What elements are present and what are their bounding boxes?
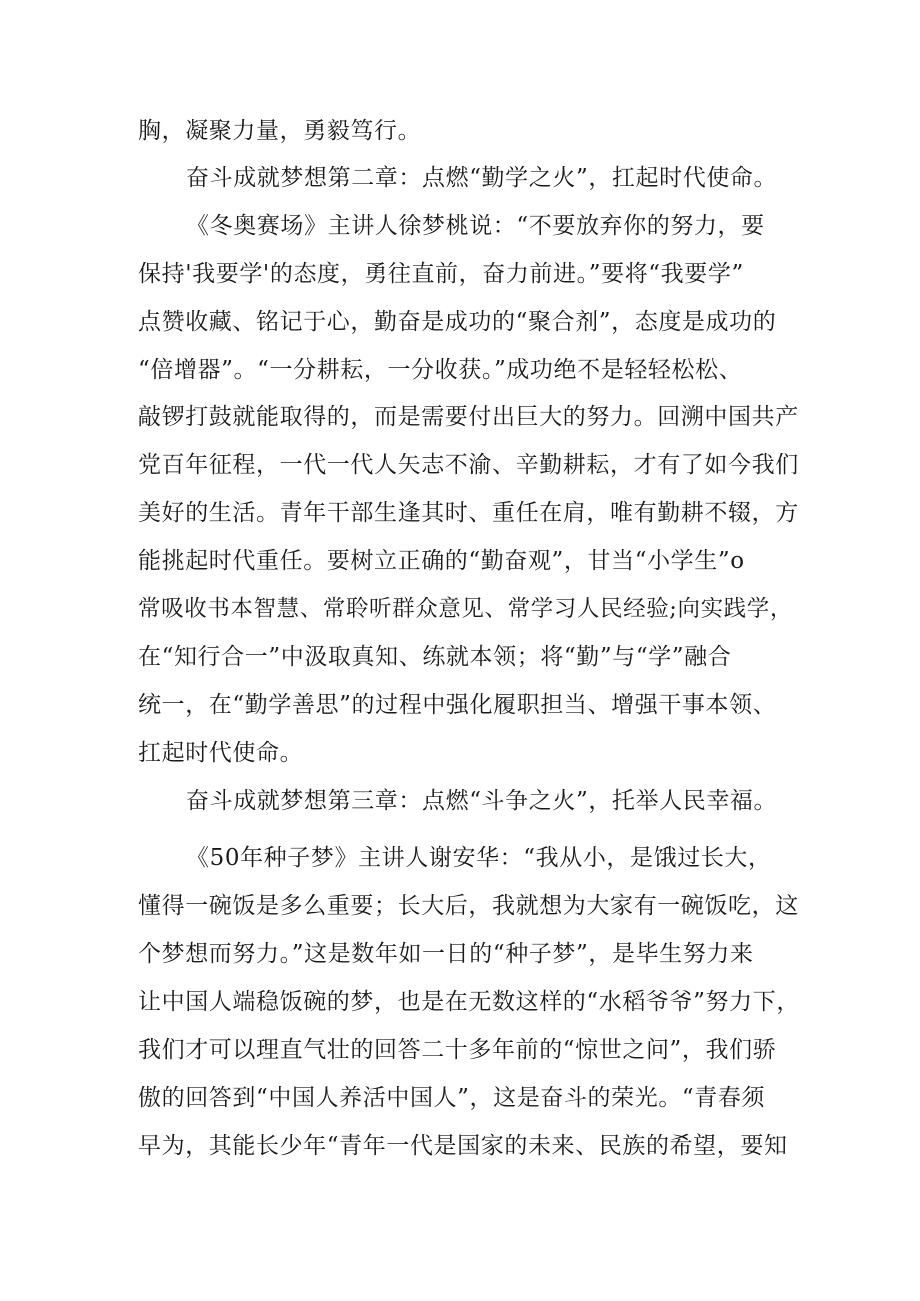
text-line: 扛起时代使命。 [138, 740, 304, 766]
text-line: 《冬奥赛场》主讲人徐梦桃说：“不要放弃你的努力，要 [186, 213, 765, 239]
text-line: 个梦想而努力。”这是数年如一日的“种子梦”，是毕生努力来 [138, 941, 754, 967]
text-line: 保持'我要学'的态度，勇往直前，奋力前进。”要将“我要学” [138, 261, 744, 287]
text-line: 统一，在“勤学善思”的过程中强化履职担当、增强干事本领、 [138, 692, 777, 718]
text-line: 常吸收书本智慧、常聆听群众意见、常学习人民经验;向实践学， [138, 596, 793, 622]
chapter-heading: 奋斗成就梦想第三章：点燃“斗争之火”，托举人民幸福。 [186, 788, 778, 814]
text-line: “倍增器”。“一分耕耘，一分收获。”成功绝不是轻轻松松、 [138, 357, 743, 383]
text-line: 我们才可以理直气壮的回答二十多年前的“惊世之问”，我们骄 [138, 1037, 777, 1063]
text-line: 能挑起时代重任。要树立正确的“勤奋观”，甘当“小学生”o [138, 548, 745, 574]
text-line: 早为，其能长少年“青年一代是国家的未来、民族的希望，要知 [138, 1133, 788, 1159]
text-line: 党百年征程，一代一代人矢志不渝、辛勤耕耘，才有了如今我们 [138, 452, 799, 478]
text-line: 让中国人端稳饭碗的梦，也是在无数这样的“水稻爷爷”努力下， [138, 989, 800, 1015]
text-line: 敲锣打鼓就能取得的，而是需要付出巨大的努力。回溯中国共产 [138, 404, 799, 430]
text-line: 点赞收藏、铭记于心，勤奋是成功的“聚合剂”，态度是成功的 [138, 309, 777, 335]
chapter-heading: 奋斗成就梦想第二章：点燃“勤学之火”，扛起时代使命。 [186, 165, 778, 191]
text-line: 傲的回答到“中国人养活中国人”，这是奋斗的荣光。“青春须 [138, 1085, 766, 1111]
text-line: 美好的生活。青年干部生逢其时、重任在肩，唯有勤耕不辍，方 [138, 500, 799, 526]
text-line: 《50年种子梦》主讲人谢安华：“我从小，是饿过长大， [186, 845, 772, 871]
text-line: 懂得一碗饭是多么重要；长大后，我就想为大家有一碗饭吃，这 [138, 893, 799, 919]
text-line: 在“知行合一”中汲取真知、练就本领；将“勤”与“学”融合 [138, 644, 732, 670]
text-line: 胸，凝聚力量，勇毅笃行。 [138, 118, 422, 144]
